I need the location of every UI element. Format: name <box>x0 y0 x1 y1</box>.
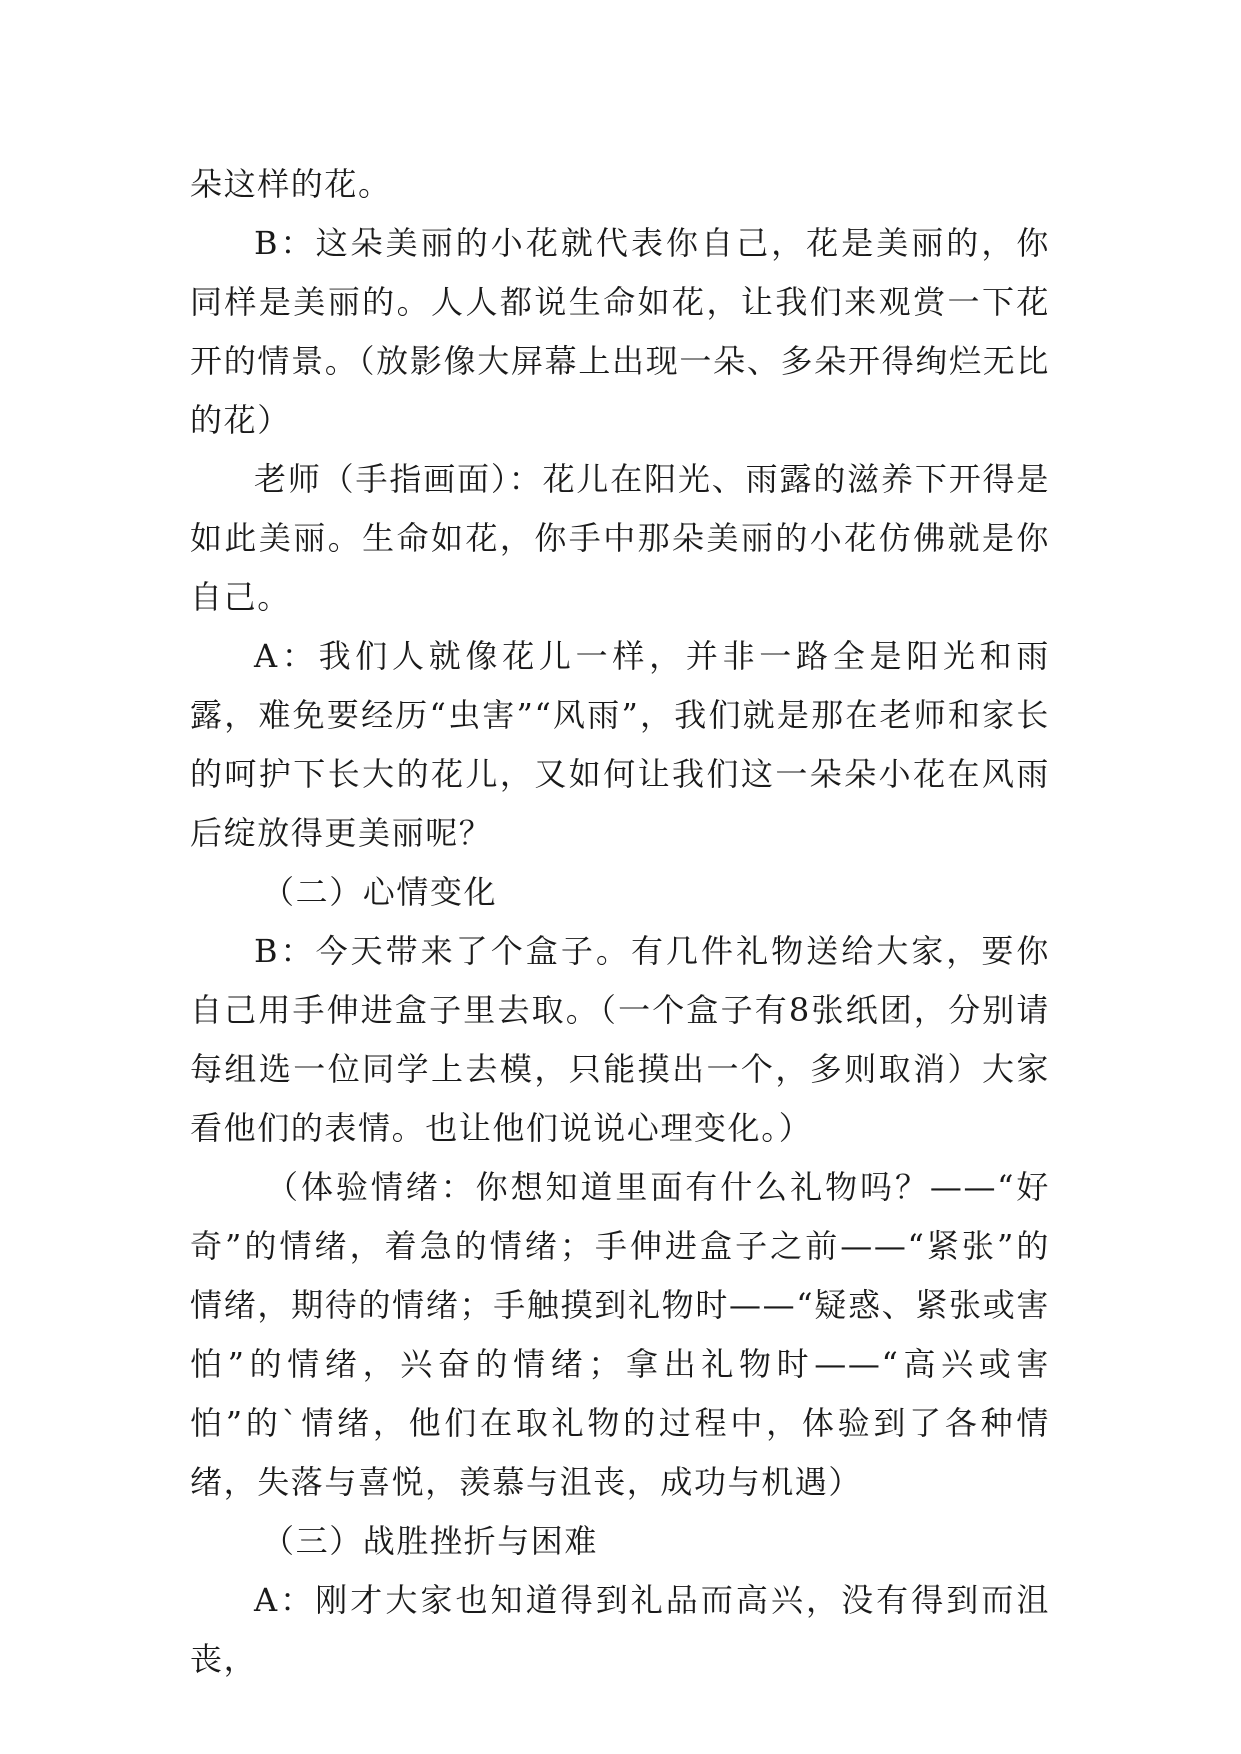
section-heading-3: （三）战胜挫折与困难 <box>262 1522 599 1560</box>
paragraph-a-flower: A：我们人就像花儿一样，并非一路全是阳光和雨露，难免要经历“虫害”“风雨”，我们就是那在老师和家长的呵护下长大的花儿，又如何让我们这一朵朵小花在风雨后绽放得更美丽呢？ <box>190 637 1050 852</box>
paragraph-teacher: 老师（手指画面）：花儿在阳光、雨露的滋养下开得是如此美丽。生命如花，你手中那朵美丽的小花仿佛就是你自己。 <box>190 460 1050 616</box>
paragraph-b-box: B：今天带来了个盒子。有几件礼物送给大家，要你自己用手伸进盒子里去取。（一个盒子有8张纸团，分别请每组选一位同学上去模，只能摸出一个，多则取消）大家看他们的表情。也让他们说说心理变化。） <box>190 932 1050 1147</box>
paragraph-emotion-note: （体验情绪：你想知道里面有什么礼物吗？——“好奇”的情绪，着急的情绪；手伸进盒子之前——“紧张”的情绪，期待的情绪；手触摸到礼物时——“疑惑、紧张或害怕”的情绪，兴奋的情绪；拿出礼物时——“高兴或害怕”的`情绪，他们在取礼物的过程中，体验到了各种情绪，失落与喜悦，羡慕与沮丧，成功与机遇） <box>190 1168 1050 1501</box>
paragraph-b-flower: B：这朵美丽的小花就代表你自己，花是美丽的，你同样是美丽的。人人都说生命如花，让我们来观赏一下花开的情景。（放影像大屏幕上出现一朵、多朵开得绚烂无比的花） <box>190 224 1050 439</box>
section-heading-2: （二）心情变化 <box>262 873 498 911</box>
document-page <box>190 155 1050 1689</box>
paragraph-a-gift: A：刚才大家也知道得到礼品而高兴，没有得到而沮丧， <box>190 1581 1050 1678</box>
paragraph-continuation: 朵这样的花。 <box>190 165 392 203</box>
